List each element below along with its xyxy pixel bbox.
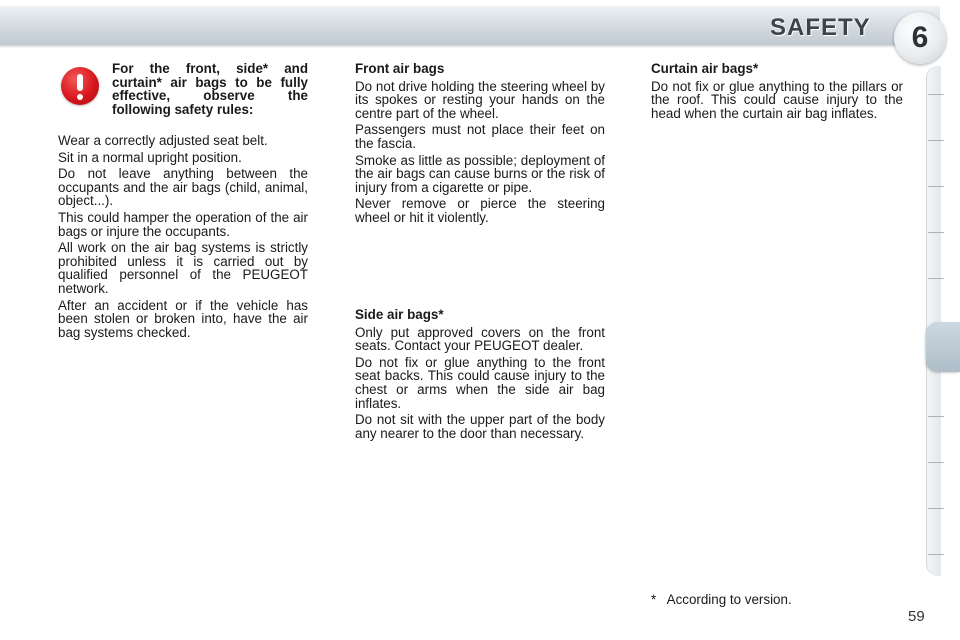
rail-tick [928, 186, 944, 187]
header-shadow [0, 44, 900, 48]
rail-tick [928, 278, 944, 279]
curtain-air-bags-section [651, 62, 903, 123]
paragraph: Do not fix or glue anything to the pillars or the roof. This could cause injury to the head when the curtain air bag inflates. [651, 78, 903, 121]
rail-tick [928, 232, 944, 233]
paragraph: Only put approved covers on the front seats. Contact your PEUGEOT dealer. [355, 324, 605, 354]
paragraph: Never remove or pierce the steering wheel or hit it violently. [355, 196, 605, 225]
rail-tick [928, 140, 944, 141]
chapter-badge [894, 12, 946, 64]
safety-rules-intro: For the front, side* and curtain* air bags to be fully effective, observe the following safety rules: [112, 61, 308, 117]
paragraph: Do not fix or glue anything to the front seat backs. This could cause injury to the chest or arms when the side air bag inflates. [355, 354, 605, 411]
side-air-bags-section [355, 308, 605, 443]
paragraph: Do not drive holding the steering wheel by its spokes or resting your hands on the centre part of the wheel. [355, 78, 605, 121]
paragraph: This could hamper the operation of the air bags or injure the occupants. [58, 209, 308, 239]
rail-tick [928, 508, 944, 509]
section-heading: Curtain air bags* [651, 61, 759, 76]
section-title: SAFETY [770, 14, 871, 41]
paragraph: Sit in a normal upright position. [58, 149, 242, 165]
section-heading: Front air bags [355, 61, 445, 76]
paragraph: Smoke as little as possible; deployment of the air bags can cause burns or the risk of injury from a cigarette or pipe. [355, 152, 605, 195]
paragraph: Wear a correctly adjusted seat belt. [58, 133, 268, 148]
page-header [0, 0, 960, 62]
paragraph: Do not sit with the upper part of the body any nearer to the door than necessary. [355, 412, 605, 441]
front-air-bags-section [355, 62, 605, 228]
chapter-number: 6 [911, 21, 929, 54]
page-number: 59 [908, 608, 925, 625]
paragraph: All work on the air bag systems is strictly prohibited unless it is carried out by qualified personnel of the PEUGEOT network. [58, 240, 308, 296]
paragraph: Do not leave anything between the occupants and the air bags (child, animal, object...). [58, 166, 308, 209]
rail-tick [928, 94, 944, 95]
chapter-tab-rail [926, 66, 960, 576]
rail-edge [926, 66, 941, 576]
chapter-tab-active[interactable] [926, 322, 960, 372]
rail-tick [928, 462, 944, 463]
section-heading: Side air bags* [355, 307, 444, 322]
footnote: * According to version. [651, 592, 792, 607]
exclamation-warning-icon [61, 67, 99, 105]
paragraph: Passengers must not place their feet on the fascia. [355, 122, 605, 151]
general-rules-column [58, 134, 308, 342]
rail-tick [928, 416, 944, 417]
paragraph: After an accident or if the vehicle has been stolen or broken into, have the air bag systems checked. [58, 297, 308, 340]
rail-tick [928, 554, 944, 555]
